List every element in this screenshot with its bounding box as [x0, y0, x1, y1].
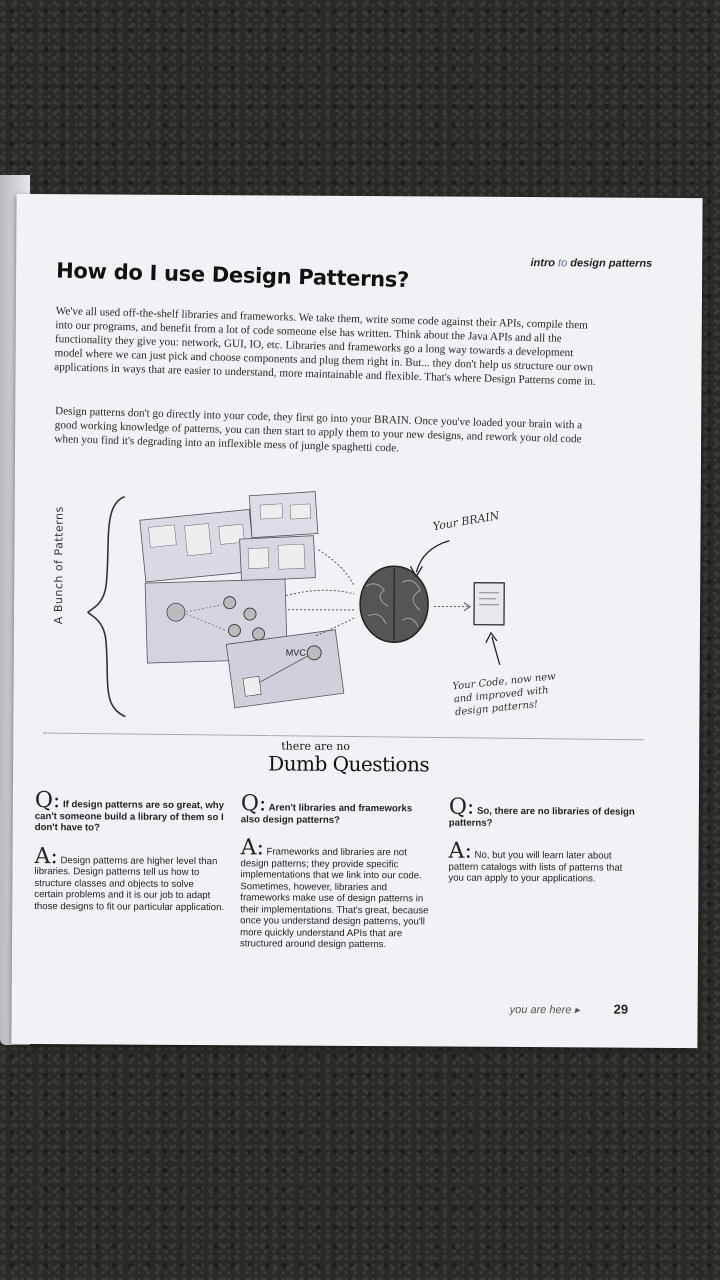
footer-you-are-here: you are here ▸ — [509, 1003, 581, 1017]
pattern-sheet-middle — [240, 536, 316, 581]
pattern-sheet-class-diagram — [140, 509, 256, 582]
book-page — [11, 194, 702, 1048]
dumb-questions-small: there are no — [281, 739, 351, 753]
page-title: How do I use Design Patterns? — [55, 258, 410, 293]
page-number: 29 — [613, 1001, 629, 1017]
side-label-patterns: A Bunch of Patterns — [51, 506, 66, 625]
qa-block-1: Q: If design patterns are so great, why can't someone build a library of them so I don't have to? A: Design patterns are higher level than libraries. Design patterns tell us how to structure classes and objects to solve certain problems and it is our job to adapt those designs to fit our particular application. — [34, 788, 225, 913]
paragraph-intro: We've all used off-the-shelf libraries and frameworks. We take them, write some code against their APIs, compile them into our programs, and benefit from a lot of code someone else has written. Think about the Java APIs and all the functionality they give you: network, GUI, IO, etc. Libraries and frameworks go a long way towards a development model where we can just pick and choose components and plug them right in. But... they don't help us structure our own applications in ways that are easier to understand, more maintainable and flexible. That's where Design Patterns come in. — [54, 305, 596, 388]
brace-icon — [87, 496, 126, 716]
code-label: Your Code, now new and improved with design patterns! — [452, 671, 557, 719]
answer-3: No, but you will learn later about pattern catalogs with lists of patterns that you can apply to your applications. — [448, 849, 623, 885]
paragraph-brain: Design patterns don't go directly into your code, they first go into your BRAIN. Once you've loaded your brain with a good working knowledge of patterns, you can then start to apply them to your new designs, and rework your old code when you find it's degrading into an inflexible mess of jungle spaghetti code. — [54, 405, 583, 455]
code-document-icon — [474, 583, 504, 625]
question-1: If design patterns are so great, why can't someone build a library of them so I don't have to? — [34, 799, 225, 834]
dumb-questions-title: Dumb Questions — [268, 751, 430, 777]
mvc-label: MVC — [285, 647, 306, 658]
question-2: Aren't libraries and frameworks also design patterns? — [240, 802, 413, 826]
qa-block-3: Q: So, there are no libraries of design patterns? A: No, but you will learn later about pattern catalogs with lists of patterns that you can apply to your applications. — [448, 794, 635, 885]
brain-label: Your BRAIN — [431, 509, 501, 534]
running-header: intro to design patterns — [530, 257, 653, 270]
question-3: So, there are no libraries of design patterns? — [448, 805, 635, 829]
brain-icon — [360, 566, 428, 642]
answer-1: Design patterns are higher level than libraries. Design patterns tell us how to structure classes and objects to solve certain problems and it is our job to adapt those designs to fit our particular application. — [34, 854, 225, 913]
answer-2: Frameworks and libraries are not design patterns; they provide specific implementations that we link into our code. Sometimes, however, libraries and frameworks make use of design patterns in their implementations. That's great, because once you understand design patterns, you'll more quickly understand APIs that are structured around design patterns. — [239, 846, 429, 951]
qa-block-2: Q: Aren't libraries and frameworks also design patterns? A: Frameworks and libraries are not design patterns; they provide specific implementations that we link into our code. Sometimes, however, libraries and frameworks make use of design patterns in their implementations. That's great, because once you understand design patterns, you'll more quickly understand APIs that are structured around design patterns. — [239, 791, 429, 951]
pattern-sheet-top — [249, 492, 318, 538]
